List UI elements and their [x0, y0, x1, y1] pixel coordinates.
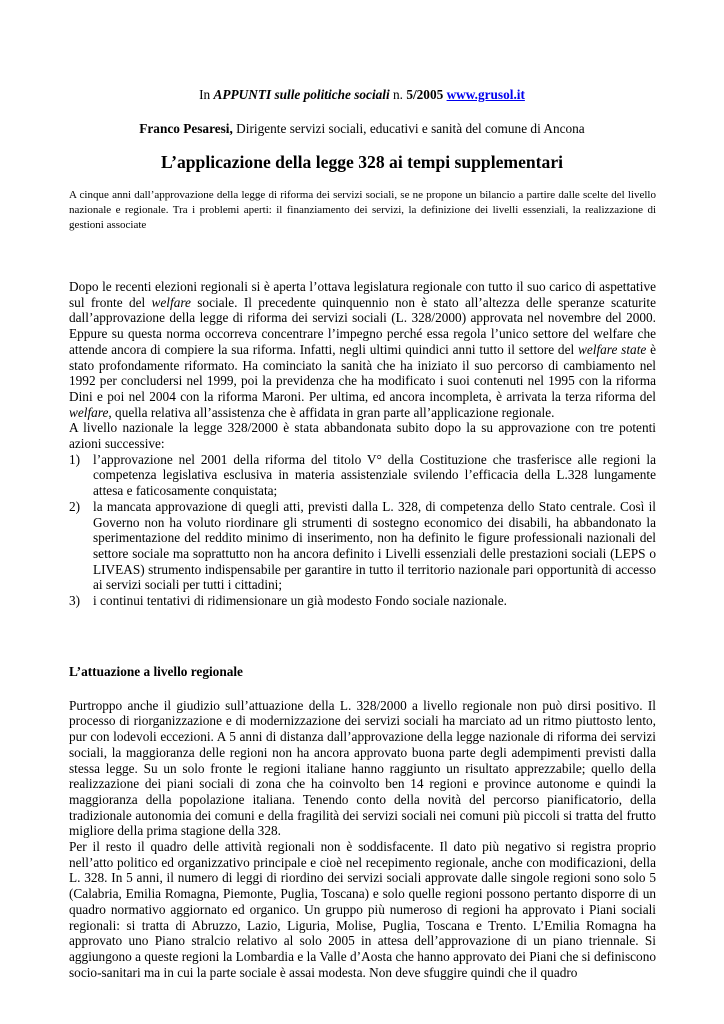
document-title: L’applicazione della legge 328 ai tempi supplementari: [160, 152, 564, 172]
regional-section: [69, 664, 656, 980]
list-item: [69, 499, 656, 593]
list-item: [69, 593, 656, 609]
abstract: A cinque anni dall’approvazione della legge di riforma dei servizi sociali, se ne propone un bilancio a partire dalle scelte del livello nazionale e regionale. Tra i problemi aperti: il finanziamento dei servizi, la definizione dei livelli essenziali, la realizzazione di gestioni associate: [69, 189, 656, 231]
author-name: Franco Pesaresi,: [139, 121, 233, 136]
header-prefix: In: [199, 87, 214, 102]
author-line: [0, 121, 724, 137]
website-link[interactable]: www.grusol.it: [446, 87, 525, 102]
intro-text-2: sociale. Il precedente quinquennio non è stato all’altezza delle speranze scaturite dall’approvazione della legge di riforma dei servizi sociali (L. 328/2000) approvata nel novembre del 2000. Eppure su questa norma occorreva concentrare l’impegno perché essa regola l’unico settore del welfare che attende ancora di compiere la sua riforma. Infatti, negli ultimi quindici anni tutto il settore del: [69, 294, 657, 357]
list-text: i continui tentativi di ridimensionare un già modesto Fondo sociale nazionale.: [93, 593, 507, 609]
issue-label: n.: [389, 87, 407, 102]
intro-emph-1: welfare: [151, 294, 191, 310]
list-text: la mancata approvazione di quegli atti, previsti dalla L. 328, di competenza dello Stato centrale. Così il Governo non ha voluto riordinare gli strumenti di sostegno economico dei disabili, ha abbandonato la sperimentazione del reddito minimo di inserimento, non ha definito le figure professionali nazionali del settore sociale ma soprattutto non ha ancora definito i Livelli essenziali delle prestazioni sociali (LEPS o LIVEAS) strumento indispensabile per garantire in tutto il territorio nazionale pari opportunità di accesso ai servizi sociali per tutti i cittadini;: [93, 498, 656, 593]
intro-emph-2: welfare state: [577, 341, 647, 357]
publication-header: [0, 87, 724, 103]
list-text: l’approvazione nel 2001 della riforma del titolo V° della Costituzione che trasferisce alle regioni la competenza legislativa esclusiva in materia assistenziale svilendo l’efficacia della L.328 lungamente attesa e faticosamente conquistata;: [93, 451, 656, 499]
journal-name: APPUNTI sulle politiche sociali: [213, 87, 390, 102]
list-number: 1): [69, 451, 81, 467]
national-paragraph: A livello nazionale la legge 328/2000 è stata abbandonata subito dopo la su approvazione con tre potenti azioni successive:: [69, 420, 656, 452]
list-item: [69, 452, 656, 499]
author-role: Dirigente servizi sociali, educativi e sanità del comune di Ancona: [232, 121, 585, 136]
actions-list: [69, 452, 656, 609]
list-number: 3): [69, 593, 81, 609]
regional-paragraph-2: Per il resto il quadro delle attività regionali non è soddisfacente. Il dato più negativo si registra proprio nell’atto politico ed organizzativo principale e cioè nel recepimento regionale, anche con modificazioni, della L. 328. In 5 anni, il numero di leggi di riordino dei servizi sociali approvate dalle singole regioni sono solo 5 (Calabria, Emilia Romagna, Piemonte, Puglia, Toscana) e solo quelle regioni possono pertanto disporre di un quadro normativo aggiornato ed organico. Un gruppo più numeroso di regioni ha approvato i Piani sociali regionali: si tratta di Abruzzo, Lazio, Liguria, Molise, Puglia, Toscana e Trento. L’Emilia Romagna ha approvato uno Piano stralcio relativo al solo 2005 in attesa dell’approvazione di un piano triennale. Si aggiungono a queste regioni la Lombardia e la Valle d’Aosta che hanno approvato dei Piani che si definiscono socio-sanitari ma in cui la parte sociale è assai modesta. Non deve sfuggire quindi che il quadro: [69, 839, 656, 980]
section-heading: L’attuazione a livello regionale: [69, 664, 243, 679]
regional-paragraph-1: Purtroppo anche il giudizio sull’attuazione della L. 328/2000 a livello regionale non può dirsi positivo. Il processo di riorganizzazione e di modernizzazione dei servizi sociali ha marciato ad un ritmo piuttosto lento, pur con lodevoli eccezioni. A 5 anni di distanza dall’approvazione della legge nazionale di riforma dei servizi sociali, la maggioranza delle regioni non ha ancora approvato buona parte degli adempimenti previsti dalla stessa legge. Su un solo fronte le regioni italiane hanno raggiunto un risultato apprezzabile; quello della realizzazione dei piani sociali di zona che ha coinvolto ben 14 regioni e province autonome e quindi la maggioranza della popolazione italiana. Tenendo conto della novità del percorso pianificatorio, della tradizionale autonomia dei comuni e della fragilità dei servizi sociali nei comuni più piccoli si tratta del frutto migliore della prima stagione della 328.: [69, 697, 656, 839]
intro-text-4: , quella relativa all’assistenza che è affidata in gran parte all’applicazione regionale.: [108, 404, 555, 420]
issue-number: 5/2005: [406, 87, 444, 102]
intro-text-1: Dopo le recenti elezioni regionali si è aperta l’ottava legislatura regionale con tutto il suo carico di aspettative sul fronte del: [69, 279, 656, 310]
intro-emph-3: welfare: [69, 404, 109, 420]
list-number: 2): [69, 498, 81, 514]
intro-text-3: è stato profondamente riformato. Ha cominciato la sanità che ha iniziato il suo percorso di cambiamento nel 1992 per concludersi nel 1999, poi la previdenza che ha modificato i suoi contenuti nel 1995 con la riforma Dini e poi nel 2004 con la riforma Maroni. Per ultima, ed ancora incompleta, è arrivata la terza riforma del: [69, 341, 656, 404]
intro-paragraph: [69, 279, 656, 420]
intro-section: [69, 279, 656, 609]
